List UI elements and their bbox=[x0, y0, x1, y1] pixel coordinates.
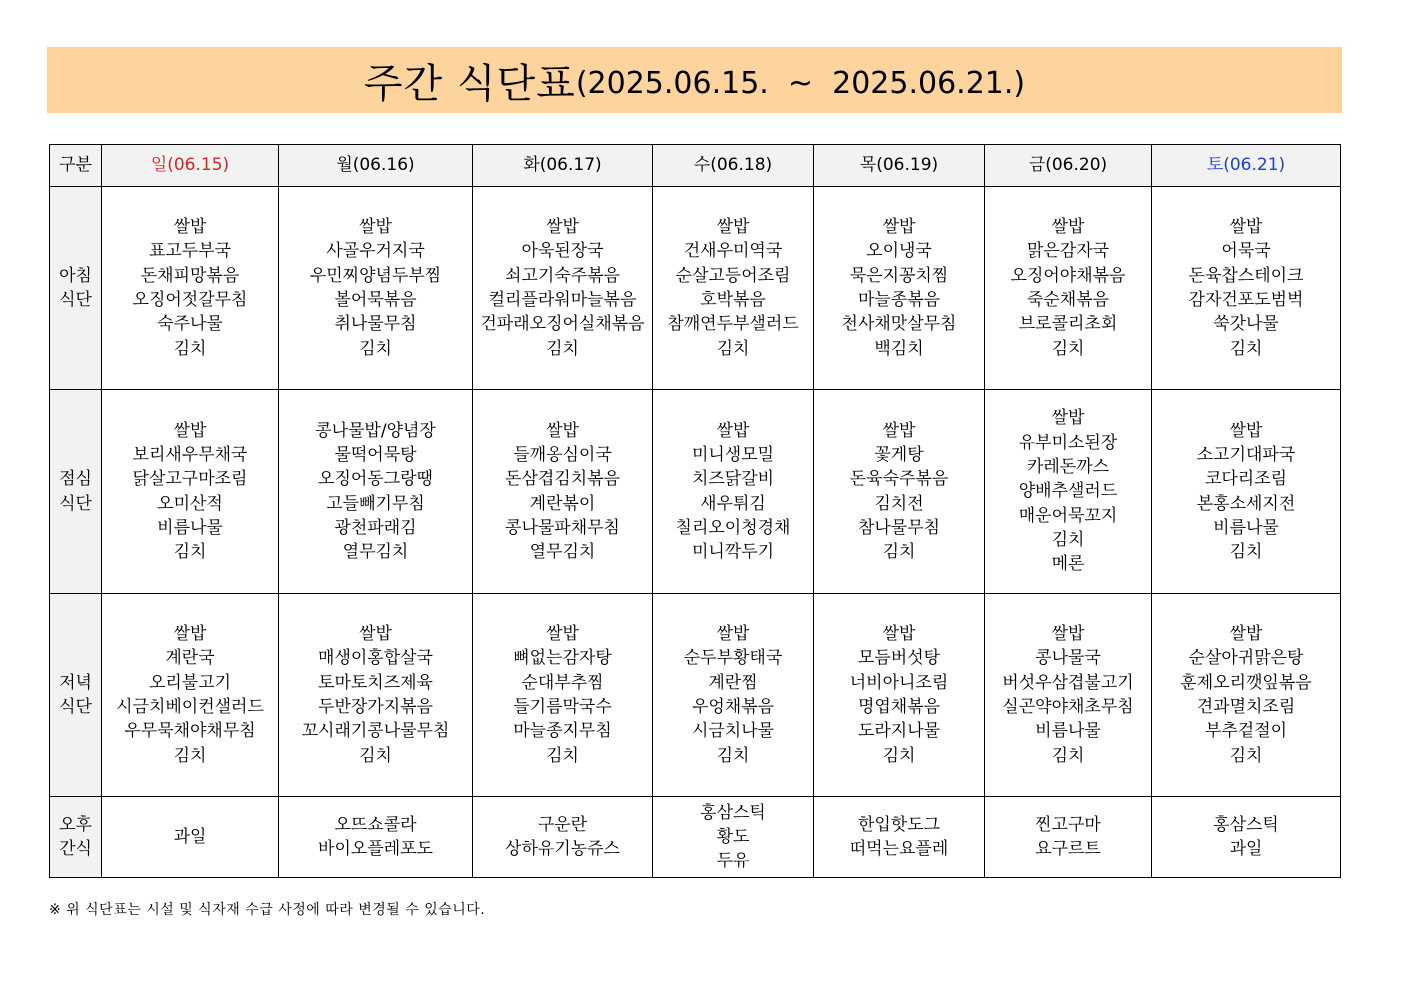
menu-item: 천사채맛살무침 bbox=[841, 314, 957, 335]
meal-row-breakfast bbox=[50, 187, 1341, 390]
menu-item: 우엉채볶음 bbox=[691, 697, 775, 717]
menu-item: 백김치 bbox=[874, 338, 924, 359]
menu-item: 죽순채볶음 bbox=[1026, 290, 1110, 310]
menu-table bbox=[49, 144, 1341, 878]
menu-item: 유부미소된장 bbox=[1018, 432, 1118, 453]
day-header-sat: 토(06.21) bbox=[1152, 145, 1341, 187]
menu-item: 김치 bbox=[359, 338, 392, 359]
menu-item: 쌀밥 bbox=[1229, 420, 1263, 441]
menu-item: 계란볶이 bbox=[529, 493, 596, 514]
menu-cell-snack-tue bbox=[473, 797, 653, 878]
menu-item: 김치 bbox=[173, 338, 207, 359]
menu-cell-dinner-wed bbox=[653, 594, 814, 797]
menu-item: 쌀밥 bbox=[1051, 624, 1085, 645]
menu-cell-breakfast-sun bbox=[102, 187, 279, 390]
meal-label-line: 식단 bbox=[59, 697, 92, 717]
menu-item: 쌀밥 bbox=[1051, 408, 1085, 429]
menu-cell-dinner-thu bbox=[814, 594, 985, 797]
menu-item: 시금치베이컨샐러드 bbox=[116, 697, 264, 717]
menu-item: 소고기대파국 bbox=[1196, 444, 1296, 465]
menu-item: 김치 bbox=[1051, 745, 1085, 766]
menu-item: 요구르트 bbox=[1035, 839, 1101, 859]
menu-cell-lunch-fri bbox=[985, 390, 1152, 594]
menu-item: 건파래오징어실채볶음 bbox=[480, 314, 645, 335]
date-range: (2025.06.15. ~ 2025.06.21.) bbox=[575, 65, 1026, 101]
menu-item: 홍삼스틱 bbox=[700, 802, 766, 823]
menu-item: 김치 bbox=[1051, 529, 1085, 550]
menu-cell-snack-sat bbox=[1152, 797, 1341, 878]
menu-item: 견과멸치조림 bbox=[1196, 697, 1296, 717]
menu-item: 구운란 bbox=[537, 814, 588, 835]
menu-item: 쌀밥 bbox=[1051, 217, 1085, 238]
menu-item: 열무김치 bbox=[529, 542, 596, 563]
menu-cell-lunch-sun bbox=[102, 390, 279, 594]
menu-item: 상하유기농쥬스 bbox=[505, 839, 620, 859]
menu-item: 비름나물 bbox=[157, 517, 223, 538]
menu-cell-dinner-mon bbox=[279, 594, 473, 797]
menu-item: 코다리조림 bbox=[1204, 469, 1288, 490]
menu-item: 쌀밥 bbox=[359, 624, 392, 645]
menu-item: 오미산적 bbox=[157, 493, 223, 514]
menu-item: 컬리플라워마늘볶음 bbox=[488, 290, 637, 310]
menu-item: 브로콜리초회 bbox=[1018, 314, 1118, 335]
menu-item: 들기름막국수 bbox=[513, 697, 612, 717]
menu-cell-snack-thu bbox=[814, 797, 985, 878]
menu-item: 콩나물국 bbox=[1035, 648, 1101, 669]
menu-cell-lunch-sat bbox=[1152, 390, 1341, 594]
menu-item: 바이오플레포도 bbox=[318, 839, 433, 859]
day-header-tue: 화(06.17) bbox=[473, 145, 653, 187]
menu-item: 오이냉국 bbox=[866, 241, 932, 262]
menu-item: 꼬시래기콩나물무침 bbox=[301, 721, 450, 742]
corner-label: 구분 bbox=[50, 145, 102, 187]
menu-item: 김치 bbox=[546, 338, 579, 359]
menu-item: 보리새우무채국 bbox=[132, 444, 248, 465]
menu-item: 쌀밥 bbox=[716, 217, 750, 238]
menu-item: 김치전 bbox=[874, 493, 924, 514]
menu-item: 매운어묵꼬지 bbox=[1018, 505, 1118, 526]
menu-item: 황도 bbox=[716, 826, 750, 847]
menu-cell-snack-mon bbox=[279, 797, 473, 878]
menu-item: 두반장가지볶음 bbox=[318, 697, 433, 717]
meal-row-snack bbox=[50, 797, 1341, 878]
menu-item: 취나물무침 bbox=[334, 314, 417, 335]
menu-item: 양배추샐러드 bbox=[1018, 481, 1118, 502]
menu-item: 명엽채볶음 bbox=[857, 697, 941, 717]
menu-cell-dinner-sun bbox=[102, 594, 279, 797]
menu-cell-dinner-sat bbox=[1152, 594, 1341, 797]
menu-item: 본홍소세지전 bbox=[1196, 493, 1296, 514]
menu-item: 오뜨쇼콜라 bbox=[334, 814, 417, 835]
menu-item: 호박볶음 bbox=[700, 290, 766, 310]
meal-label-line: 간식 bbox=[59, 839, 92, 859]
day-header-mon: 월(06.16) bbox=[279, 145, 473, 187]
menu-item: 매생이홍합살국 bbox=[318, 648, 433, 669]
menu-item: 한입핫도그 bbox=[857, 814, 941, 835]
menu-item: 쌀밥 bbox=[716, 624, 750, 645]
meal-label-line: 식단 bbox=[59, 493, 92, 514]
menu-cell-snack-sun bbox=[102, 797, 279, 878]
menu-item: 찐고구마 bbox=[1035, 814, 1101, 835]
meal-label-line: 아침 bbox=[59, 265, 92, 286]
menu-item: 마늘종볶음 bbox=[857, 290, 941, 310]
menu-item: 물떡어묵탕 bbox=[334, 444, 417, 465]
menu-item: 묵은지꽁치찜 bbox=[849, 265, 949, 286]
menu-item: 숙주나물 bbox=[157, 314, 223, 335]
menu-cell-lunch-tue bbox=[473, 390, 653, 594]
menu-item: 쌀밥 bbox=[173, 420, 207, 441]
menu-item: 김치 bbox=[882, 542, 916, 563]
title-banner bbox=[47, 47, 1342, 113]
menu-item: 아욱된장국 bbox=[521, 241, 604, 262]
menu-item: 돈삼겹김치볶음 bbox=[505, 469, 620, 490]
meal-label-snack bbox=[50, 797, 102, 878]
menu-item: 미니생모밀 bbox=[691, 444, 775, 465]
menu-item: 쌀밥 bbox=[882, 420, 916, 441]
menu-item: 버섯우삼겹불고기 bbox=[1002, 672, 1134, 693]
menu-item: 미니깍두기 bbox=[691, 542, 775, 563]
footnote: ※ 위 식단표는 시설 및 식자재 수급 사정에 따라 변경될 수 있습니다. bbox=[49, 902, 486, 918]
menu-item: 도라지나물 bbox=[857, 721, 941, 742]
menu-item: 쌀밥 bbox=[546, 217, 579, 238]
menu-item: 표고두부국 bbox=[148, 241, 232, 262]
menu-item: 순살고등어조림 bbox=[675, 265, 791, 286]
menu-item: 메론 bbox=[1051, 554, 1085, 575]
menu-cell-lunch-mon bbox=[279, 390, 473, 594]
menu-item: 모듬버섯탕 bbox=[857, 648, 941, 669]
menu-cell-breakfast-mon bbox=[279, 187, 473, 390]
menu-cell-breakfast-fri bbox=[985, 187, 1152, 390]
meal-label-lunch bbox=[50, 390, 102, 594]
menu-item: 비름나물 bbox=[1213, 517, 1279, 538]
menu-item: 돈육숙주볶음 bbox=[849, 469, 949, 490]
menu-item: 쌀밥 bbox=[1229, 624, 1263, 645]
menu-cell-lunch-thu bbox=[814, 390, 985, 594]
meal-label-breakfast bbox=[50, 187, 102, 390]
menu-item: 부추겉절이 bbox=[1204, 721, 1288, 742]
menu-item: 사골우거지국 bbox=[326, 241, 425, 262]
menu-item: 돈육찹스테이크 bbox=[1188, 265, 1304, 286]
menu-item: 우무묵채야채무침 bbox=[124, 721, 256, 742]
menu-item: 과일 bbox=[173, 826, 207, 847]
menu-body bbox=[50, 187, 1341, 878]
meal-label-line: 점심 bbox=[59, 469, 92, 490]
header-row bbox=[50, 145, 1341, 187]
menu-item: 쌀밥 bbox=[546, 624, 579, 645]
menu-item: 홍삼스틱 bbox=[1213, 814, 1279, 835]
menu-item: 오징어동그랑땡 bbox=[318, 469, 433, 490]
menu-item: 순대부추찜 bbox=[521, 672, 604, 693]
menu-item: 시금치나물 bbox=[691, 721, 775, 742]
menu-item: 순두부황태국 bbox=[683, 648, 783, 669]
menu-item: 쌀밥 bbox=[716, 420, 750, 441]
menu-item: 김치 bbox=[716, 745, 750, 766]
menu-item: 쇠고기숙주볶음 bbox=[505, 265, 620, 286]
menu-item: 볼어묵볶음 bbox=[334, 290, 417, 310]
meal-row-lunch bbox=[50, 390, 1341, 594]
menu-item: 어묵국 bbox=[1221, 241, 1271, 262]
menu-item: 돈채피망볶음 bbox=[140, 265, 240, 286]
menu-item: 들깨옹심이국 bbox=[513, 444, 612, 465]
menu-item: 새우튀김 bbox=[700, 493, 766, 514]
menu-item: 김치 bbox=[1229, 745, 1263, 766]
menu-item: 쑥갓나물 bbox=[1213, 314, 1279, 335]
menu-item: 계란찜 bbox=[708, 672, 758, 693]
menu-item: 김치 bbox=[1229, 338, 1263, 359]
menu-item: 고들빼기무침 bbox=[326, 493, 425, 514]
menu-item: 김치 bbox=[546, 745, 579, 766]
menu-item: 닭살고구마조림 bbox=[132, 469, 248, 490]
meal-label-line: 오후 bbox=[59, 814, 92, 835]
menu-item: 쌀밥 bbox=[173, 217, 207, 238]
menu-item: 칠리오이청경채 bbox=[675, 517, 791, 538]
menu-cell-dinner-tue bbox=[473, 594, 653, 797]
menu-item: 오리불고기 bbox=[148, 672, 232, 693]
menu-item: 건새우미역국 bbox=[683, 241, 783, 262]
menu-item: 쌀밥 bbox=[546, 420, 579, 441]
menu-item: 김치 bbox=[359, 745, 392, 766]
menu-item: 열무김치 bbox=[342, 542, 409, 563]
menu-item: 쌀밥 bbox=[882, 624, 916, 645]
menu-item: 쌀밥 bbox=[882, 217, 916, 238]
menu-item: 광천파래김 bbox=[334, 517, 417, 538]
menu-cell-snack-fri bbox=[985, 797, 1152, 878]
menu-cell-breakfast-wed bbox=[653, 187, 814, 390]
menu-item: 오징어야채볶음 bbox=[1010, 265, 1126, 286]
menu-item: 훈제오리깻잎볶음 bbox=[1180, 672, 1312, 693]
menu-cell-dinner-fri bbox=[985, 594, 1152, 797]
day-header-thu: 목(06.19) bbox=[814, 145, 985, 187]
menu-item: 감자건포도범벅 bbox=[1188, 290, 1304, 310]
menu-item: 콩나물밥/양념장 bbox=[315, 420, 436, 441]
menu-cell-lunch-wed bbox=[653, 390, 814, 594]
menu-item: 뼈없는감자탕 bbox=[513, 648, 612, 669]
menu-item: 너비아니조림 bbox=[849, 672, 949, 693]
day-header-fri: 금(06.20) bbox=[985, 145, 1152, 187]
menu-item: 참깨연두부샐러드 bbox=[667, 314, 799, 335]
menu-item: 김치 bbox=[173, 542, 207, 563]
menu-item: 계란국 bbox=[165, 648, 215, 669]
menu-item: 카레돈까스 bbox=[1026, 457, 1110, 478]
menu-item: 치즈닭갈비 bbox=[691, 469, 775, 490]
menu-item: 김치 bbox=[1229, 542, 1263, 563]
menu-item: 김치 bbox=[716, 338, 750, 359]
menu-item: 김치 bbox=[1051, 338, 1085, 359]
menu-item: 비름나물 bbox=[1035, 721, 1101, 742]
menu-item: 과일 bbox=[1229, 839, 1263, 859]
meal-label-line: 식단 bbox=[59, 290, 92, 310]
menu-cell-breakfast-thu bbox=[814, 187, 985, 390]
day-header-wed: 수(06.18) bbox=[653, 145, 814, 187]
menu-item: 김치 bbox=[882, 745, 916, 766]
menu-item: 토마토치즈제육 bbox=[318, 672, 433, 693]
menu-item: 실곤약야채초무침 bbox=[1002, 697, 1134, 717]
menu-cell-breakfast-tue bbox=[473, 187, 653, 390]
menu-item: 순살아귀맑은탕 bbox=[1188, 648, 1304, 669]
menu-item: 쌀밥 bbox=[173, 624, 207, 645]
meal-row-dinner bbox=[50, 594, 1341, 797]
menu-item: 김치 bbox=[173, 745, 207, 766]
meal-label-line: 저녁 bbox=[59, 672, 92, 693]
menu-item: 쌀밥 bbox=[1229, 217, 1263, 238]
menu-item: 맑은감자국 bbox=[1026, 241, 1110, 262]
menu-item: 오징어젓갈무침 bbox=[132, 290, 248, 310]
menu-item: 콩나물파채무침 bbox=[505, 517, 620, 538]
meal-label-dinner bbox=[50, 594, 102, 797]
menu-cell-breakfast-sat bbox=[1152, 187, 1341, 390]
menu-item: 떠먹는요플레 bbox=[849, 839, 949, 859]
day-header-sun: 일(06.15) bbox=[102, 145, 279, 187]
menu-item: 마늘종지무침 bbox=[513, 721, 612, 742]
menu-item: 꽃게탕 bbox=[874, 444, 924, 465]
page-title: 주간 식단표 bbox=[363, 60, 576, 107]
menu-cell-snack-wed bbox=[653, 797, 814, 878]
menu-item: 참나물무침 bbox=[857, 517, 941, 538]
menu-item: 우민찌양념두부찜 bbox=[309, 265, 442, 286]
menu-item: 쌀밥 bbox=[359, 217, 392, 238]
menu-item: 두유 bbox=[716, 851, 750, 872]
